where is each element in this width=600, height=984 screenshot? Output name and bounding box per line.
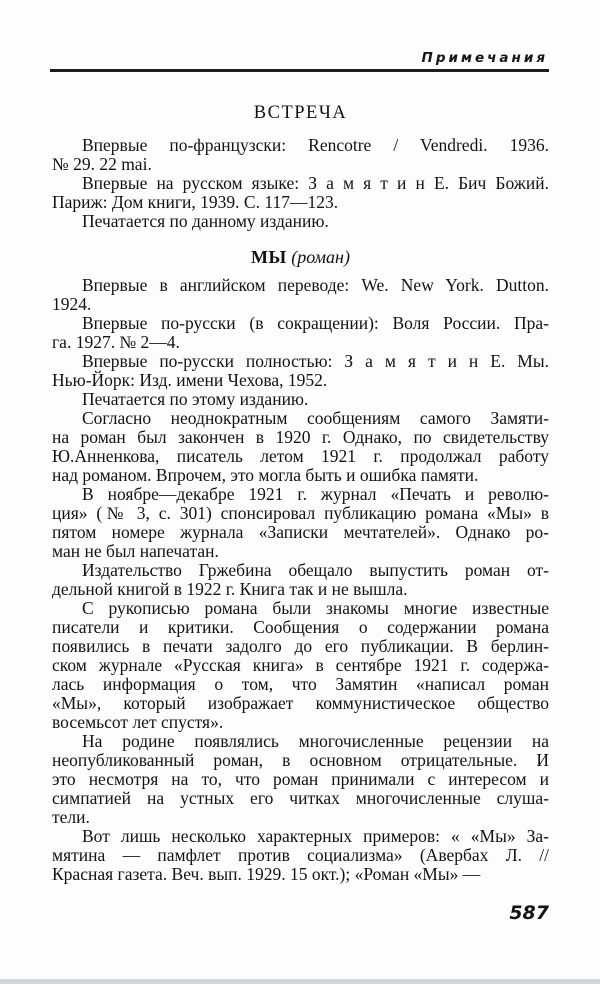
paragraph (52, 827, 549, 884)
paragraph (52, 409, 549, 485)
text-line: тели. (52, 807, 90, 827)
scan-edge-shadow (0, 979, 600, 984)
text-line: Париж: Дом книги, 1939. С. 117—123. (52, 192, 339, 212)
paragraph (52, 314, 549, 352)
page-header (50, 50, 549, 72)
paragraph (52, 390, 549, 409)
paragraph (52, 561, 549, 599)
text-line: дельной книгой в 1922 г. Книга так и не вышла. (52, 579, 408, 599)
text-line: писатели и критики. Сообщения о содержании романа (52, 617, 549, 637)
text-line: ском журнале «Русская книга» в сентябре 1921 г. содержа- (52, 655, 549, 675)
entry-heading-my (52, 248, 549, 267)
text-line: Печатается по данному изданию. (82, 211, 329, 231)
paragraph (52, 276, 549, 314)
page-content (52, 104, 549, 884)
paragraph (52, 732, 549, 827)
text-line: неопубликованный роман, в основном отрицательные. И (52, 750, 549, 770)
text-line: это несмотря на то, что роман принимали с интересом и (52, 769, 549, 789)
text-line: ция» (№ 3, с. 301) спонсировал публикацию романа «Мы» в (52, 503, 549, 523)
paragraph (52, 136, 549, 174)
entry-title-vstrecha: ВСТРЕЧА (253, 103, 348, 123)
text-line: Впервые по-русски (в сокращении): Воля России. Пра- (82, 313, 549, 333)
text-line: Впервые в английском переводе: We. New York. Dutton. (82, 275, 549, 295)
text-line: лась информация о том, что Замятин «написал роман (52, 674, 549, 694)
text-line: Ю.Анненкова, писатель летом 1921 г. продолжал работу (52, 446, 549, 466)
text-line: Красная газета. Веч. вып. 1929. 15 окт.); «Роман «Мы» — (52, 864, 481, 884)
text-line: на роман был закончен в 1920 г. Однако, по свидетельству (52, 427, 549, 447)
text-line: восемьсот лет спустя». (52, 712, 224, 732)
text-line: ман не был напечатан. (52, 541, 219, 561)
text-line: На родине появлялись многочисленные рецензии на (82, 731, 549, 751)
text-line: «Мы», который изображает коммунистическое общество (52, 693, 549, 713)
text-line: симпатией на устных его читках многочисленные слуша- (52, 788, 549, 808)
running-head: Примечания (421, 50, 548, 66)
paragraph (52, 485, 549, 561)
text-line: мятина — памфлет против социализма» (Авербах Л. // (52, 845, 549, 865)
text-line: 1924. (52, 294, 92, 314)
text-line: Впервые на русском языке: З а м я т и н Е. Бич Божий. (82, 173, 549, 193)
text-line: га. 1927. № 2—4. (52, 332, 180, 352)
header-rule-divider (50, 69, 549, 72)
text-line: Впервые по-французски: Rencotre / Vendredi. 1936. (82, 135, 549, 155)
text-line: С рукописью романа были знакомы многие известные (82, 598, 549, 618)
entry-my-publication-paragraphs (52, 276, 549, 409)
text-line: Печатается по этому изданию. (82, 389, 309, 409)
paragraph (52, 174, 549, 212)
entry-heading-my-title: МЫ (251, 247, 287, 267)
text-line: № 29. 22 mai. (52, 154, 152, 174)
text-line: пятом номере журнала «Записки мечтателей». Однако ро- (52, 522, 549, 542)
text-line: появились в печати задолго до его публикации. В берлин- (52, 636, 549, 656)
text-line: Впервые по-русски полностью: З а м я т и н Е. Мы. (82, 351, 549, 371)
entry-heading-my-genre: (роман) (291, 247, 350, 267)
page-number: 587 (509, 902, 549, 924)
text-line: В ноябре—декабре 1921 г. журнал «Печать и револю- (82, 484, 549, 504)
text-line: над романом. Впрочем, это могла быть и ошибка памяти. (52, 465, 479, 485)
text-line: Согласно неоднократным сообщениям самого Замяти- (82, 408, 549, 428)
entry-vstrecha-paragraphs (52, 136, 549, 231)
paragraph (52, 212, 549, 231)
paragraph (52, 599, 549, 732)
text-line: Вот лишь несколько характерных примеров: « «Мы» За- (82, 826, 549, 846)
text-line: Нью-Йорк: Изд. имени Чехова, 1952. (52, 370, 328, 390)
entry-my-commentary-paragraphs (52, 409, 549, 884)
paragraph (52, 352, 549, 390)
text-line: Издательство Гржебина обещало выпустить роман от- (82, 560, 549, 580)
